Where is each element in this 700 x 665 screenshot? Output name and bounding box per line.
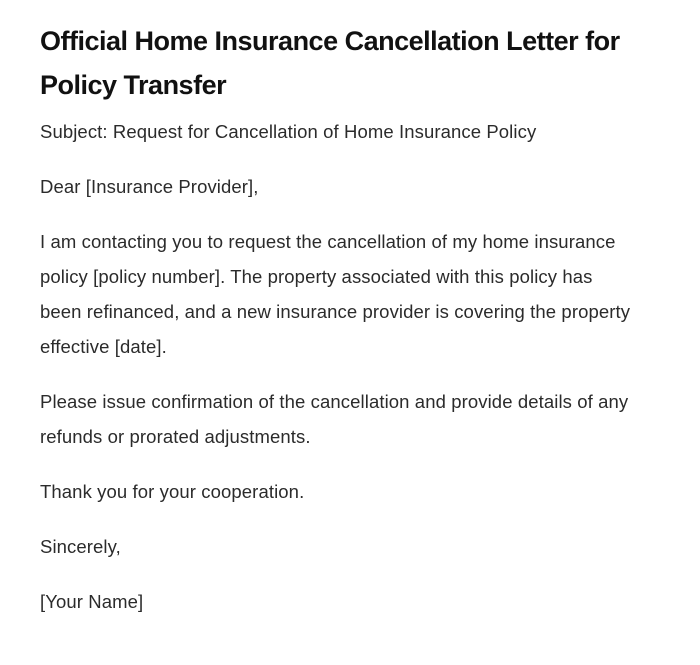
salutation: Dear [Insurance Provider], <box>40 176 259 197</box>
page-title: Official Home Insurance Cancellation Letter for Policy Transfer <box>40 26 620 100</box>
closing-paragraph: Please issue confirmation of the cancellation and provide details of any refunds or prorated adjustments. <box>40 391 629 447</box>
thanks-line: Thank you for your cooperation. <box>40 481 305 502</box>
letter-content <box>40 19 632 619</box>
body-paragraph: I am contacting you to request the cancellation of my home insurance policy [policy number]. The property associated with this policy has been refinanced, and a new insurance provider is covering the property effective [date]. <box>40 231 631 357</box>
signoff: Sincerely, <box>40 536 121 557</box>
subject-line: Subject: Request for Cancellation of Home Insurance Policy <box>40 121 537 142</box>
signature-placeholder: [Your Name] <box>40 591 144 612</box>
